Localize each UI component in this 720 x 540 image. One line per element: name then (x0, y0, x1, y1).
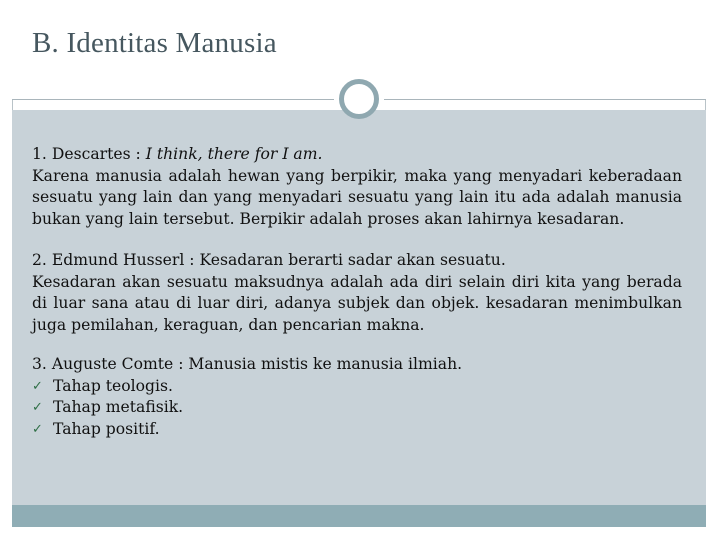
section-3-title: Auguste Comte : Manusia mistis ke manusia ilmiah. (51, 355, 463, 373)
section-1-heading (32, 144, 682, 166)
section-2-heading (32, 250, 682, 272)
section-1-paragraph: Karena manusia adalah hewan yang berpikir, maka yang menyadari keberadaan sesuatu yang lain dan yang menyadari sesuatu yang lain itu ada adalah manusia bukan yang lain tersebut. Berpikir adalah proses akan lahirnya kesadaran. (32, 166, 682, 228)
slide-body (32, 144, 682, 440)
checkmark-icon: ✓ (32, 421, 43, 437)
list-item (32, 397, 682, 419)
circle-ornament-icon (339, 79, 379, 119)
checkmark-icon: ✓ (32, 378, 43, 394)
section-3-bullet-list (32, 376, 682, 441)
footer-bar (12, 505, 706, 527)
section-3-number: 3. (32, 355, 47, 373)
slide-title: B. Identitas Manusia (32, 27, 277, 59)
section-3-heading (32, 354, 682, 376)
section-2-title: Edmund Husserl : Kesadaran berarti sadar akan sesuatu. (51, 251, 506, 269)
list-item (32, 376, 682, 398)
list-item (32, 419, 682, 441)
bullet-text: Tahap metafisik. (53, 398, 184, 416)
section-2-paragraph: Kesadaran akan sesuatu maksudnya adalah ada diri selain diri kita yang berada di luar sana atau di luar diri, adanya subjek dan objek. kesadaran menimbulkan juga pemilahan, keraguan, dan pencarian makna. (32, 272, 682, 334)
section-2-number: 2. (32, 251, 47, 269)
bullet-text: Tahap positif. (53, 419, 160, 438)
section-1-quote: I think, there for I am. (145, 145, 323, 163)
checkmark-icon: ✓ (32, 400, 43, 415)
bullet-text: Tahap teologis. (53, 376, 173, 395)
section-1-name: Descartes : (51, 145, 146, 163)
section-1-number: 1. (32, 145, 47, 163)
